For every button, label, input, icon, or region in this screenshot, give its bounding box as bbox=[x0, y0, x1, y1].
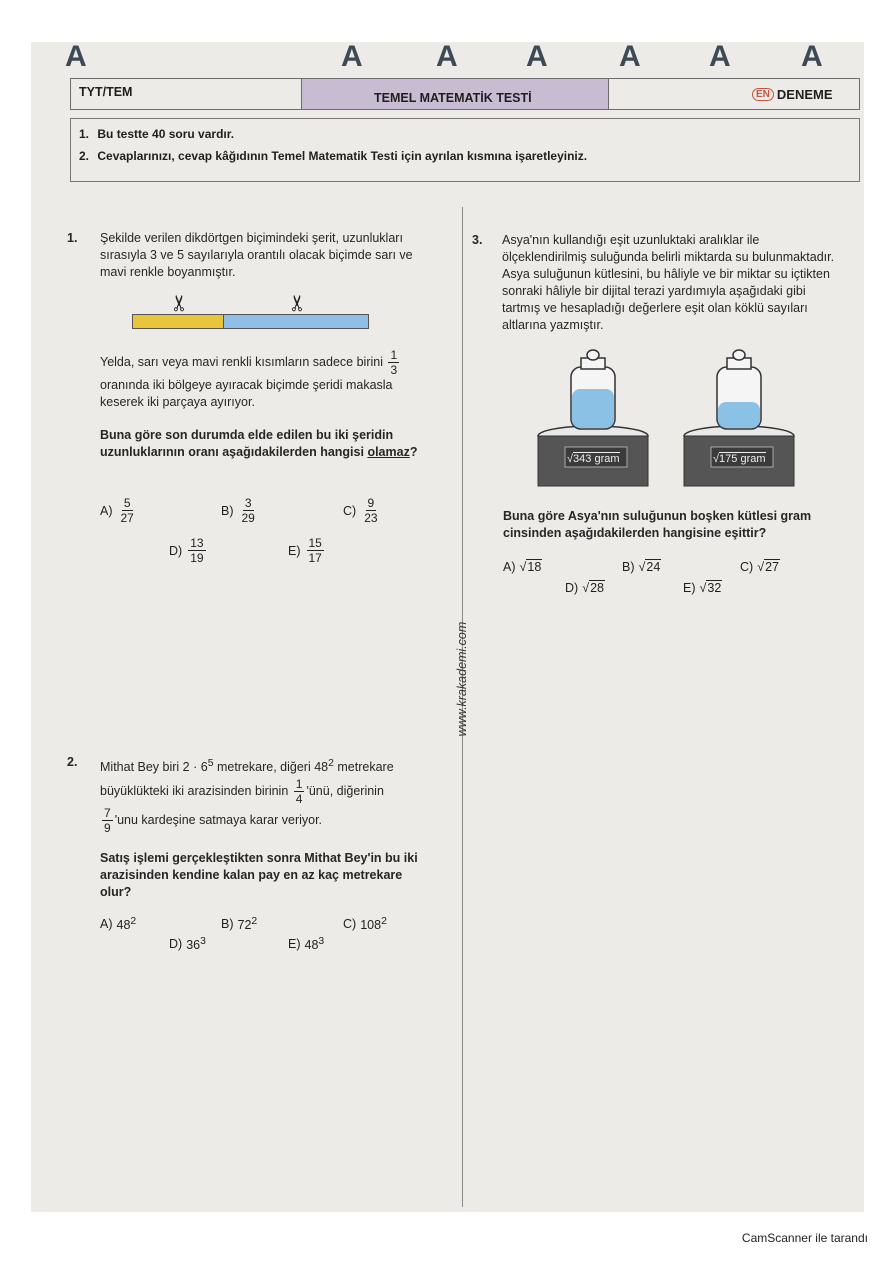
answer-option-b[interactable] bbox=[221, 916, 257, 932]
option-fraction bbox=[307, 536, 324, 565]
option-label: A) bbox=[503, 560, 516, 574]
sqrt-icon: √ bbox=[713, 452, 720, 465]
option-label: E) bbox=[683, 581, 696, 595]
instruction-number: 2. bbox=[79, 149, 90, 163]
option-label: C) bbox=[343, 917, 357, 932]
denominator: 23 bbox=[364, 511, 378, 525]
scale-right bbox=[684, 350, 794, 486]
fraction-one-third bbox=[388, 348, 399, 377]
option-label: A) bbox=[100, 503, 113, 518]
option-fraction bbox=[119, 496, 136, 525]
answer-option-b[interactable] bbox=[221, 496, 259, 525]
exponent: 3 bbox=[318, 936, 325, 947]
text-part: 'unu kardeşine satmaya karar veriyor. bbox=[114, 812, 323, 827]
instruction-item bbox=[79, 149, 587, 163]
option-label: B) bbox=[622, 560, 635, 574]
scale-reading: 175 gram bbox=[719, 453, 766, 465]
sqrt-icon: √ bbox=[638, 560, 646, 574]
text-part: Mithat Bey biri 2 · 6 bbox=[100, 760, 208, 775]
brand-logo bbox=[752, 87, 833, 102]
instruction-number: 1. bbox=[79, 127, 90, 141]
answer-option-c[interactable] bbox=[740, 560, 780, 574]
option-label: D) bbox=[565, 581, 579, 595]
option-label: D) bbox=[169, 937, 183, 952]
option-label: D) bbox=[169, 543, 183, 558]
option-fraction bbox=[240, 496, 257, 525]
option-base: 48 bbox=[304, 938, 319, 953]
denominator: 19 bbox=[190, 551, 204, 565]
scale-left-display bbox=[567, 452, 620, 465]
option-label: A) bbox=[100, 917, 113, 932]
scale-right-display bbox=[713, 452, 766, 465]
answer-option-d[interactable] bbox=[565, 581, 605, 595]
option-label: B) bbox=[221, 917, 234, 932]
question-number: 1. bbox=[67, 231, 78, 245]
header-left-cell bbox=[70, 78, 302, 110]
instructions-box bbox=[70, 118, 860, 182]
text-part: 'ünü, diğerinin bbox=[306, 783, 384, 798]
scissors-icon: ✂ bbox=[285, 293, 311, 313]
sqrt-icon: √ bbox=[582, 581, 590, 595]
answer-option-a[interactable] bbox=[100, 916, 136, 932]
scales-illustration bbox=[531, 344, 821, 494]
denominator: 29 bbox=[241, 511, 255, 525]
form-letter-a: A bbox=[436, 42, 458, 73]
instruction-text: Cevaplarınızı, cevap kâğıdının Temel Matematik Testi için ayrılan kısmına işaretleyiniz. bbox=[97, 149, 588, 163]
exponent: 3 bbox=[200, 936, 206, 947]
question-number: 2. bbox=[67, 755, 78, 769]
answer-option-a[interactable] bbox=[503, 560, 542, 574]
question-2 bbox=[67, 754, 457, 835]
answer-option-e[interactable] bbox=[288, 936, 324, 952]
question-3 bbox=[472, 232, 852, 334]
numerator: 3 bbox=[244, 496, 252, 510]
scissors-icon: ✂ bbox=[167, 293, 193, 313]
option-base: 72 bbox=[237, 918, 252, 933]
scale-left bbox=[538, 350, 648, 486]
exam-page bbox=[31, 42, 864, 1212]
question-text bbox=[100, 754, 435, 835]
exponent: 2 bbox=[381, 916, 387, 927]
denominator: 17 bbox=[308, 551, 322, 565]
radicand: 32 bbox=[707, 581, 722, 595]
question-prompt-emphasis: olamaz bbox=[367, 445, 410, 459]
question-text: Yelda, sarı veya mavi renkli kısımların sadece birini bbox=[100, 354, 383, 369]
question-1-prompt bbox=[100, 427, 430, 461]
watermark-url: www.krakademi.com bbox=[455, 621, 469, 737]
brand-word: DENEME bbox=[776, 87, 833, 102]
denominator: 9 bbox=[104, 821, 111, 836]
fraction-one-quarter bbox=[294, 777, 305, 806]
instruction-item bbox=[79, 127, 234, 141]
question-1 bbox=[67, 230, 457, 281]
option-base: 48 bbox=[116, 918, 131, 933]
sqrt-icon: √ bbox=[519, 560, 527, 574]
answer-option-e[interactable] bbox=[683, 581, 722, 595]
option-label: E) bbox=[288, 937, 301, 952]
numerator: 1 bbox=[295, 777, 303, 792]
answer-option-d[interactable] bbox=[169, 936, 206, 952]
instruction-text: Bu testte 40 soru vardır. bbox=[97, 127, 235, 141]
numerator: 13 bbox=[190, 536, 204, 550]
option-root bbox=[757, 560, 780, 574]
exponent: 2 bbox=[251, 916, 258, 927]
text-part: büyüklükteki iki arazisinden birinin bbox=[100, 783, 289, 798]
strip-blue-part bbox=[224, 314, 369, 329]
answer-option-c[interactable] bbox=[343, 916, 387, 932]
question-3-prompt: Buna göre Asya'nın suluğunun boşken kütlesi gram cinsinden aşağıdakilerden hangisine eşittir? bbox=[503, 509, 812, 540]
answer-option-a[interactable] bbox=[100, 496, 138, 525]
brand-badge: EN bbox=[752, 88, 774, 101]
option-label: E) bbox=[288, 543, 301, 558]
header-brand-cell bbox=[608, 78, 860, 110]
option-root bbox=[520, 560, 543, 574]
header-title-cell bbox=[301, 78, 609, 110]
question-intro: Şekilde verilen dikdörtgen biçimindeki şerit, uzunlukları sırasıyla 3 ve 5 sayılarıyla orantılı olacak biçimde sarı ve mavi renkle boyanmıştır. bbox=[100, 231, 413, 279]
form-letter-a: A bbox=[619, 42, 641, 73]
question-2-prompt: Satış işlemi gerçekleştikten sonra Mithat Bey'in bu iki arazisinden kendine kalan pay en az kaç metrekare olur? bbox=[100, 851, 418, 899]
form-letter-a: A bbox=[801, 42, 823, 73]
fraction-seven-ninths bbox=[102, 806, 113, 835]
question-text: Asya'nın kullandığı eşit uzunluktaki aralıklar ile ölçeklendirilmiş suluğunda belirli miktarda su bulunmaktadır. Asya suluğunun kütlesini, bu hâliyle ve bir miktar su içtikten sonraki hâliyle bir dijital terazi yardımıyla aşağıdaki gibi tartmış ve hesapladığı değerlere eşit olan köklü sayıları altlarına yazmıştır. bbox=[502, 233, 835, 332]
option-base: 108 bbox=[360, 918, 382, 933]
exponent: 5 bbox=[207, 758, 214, 769]
sqrt-icon: √ bbox=[567, 452, 574, 465]
form-letter-a: A bbox=[65, 42, 87, 73]
exponent: 2 bbox=[130, 916, 137, 927]
form-letter-a: A bbox=[341, 42, 363, 73]
answer-option-e[interactable] bbox=[288, 536, 326, 565]
question-prompt: Buna göre son durumda elde edilen bu iki şeridin uzunluklarının oranı aşağıdakilerden hangisi bbox=[100, 428, 394, 459]
numerator: 15 bbox=[308, 536, 322, 550]
denominator: 27 bbox=[120, 511, 134, 525]
option-label: C) bbox=[740, 560, 754, 574]
numerator: 9 bbox=[367, 496, 375, 510]
option-root bbox=[639, 560, 662, 574]
radicand: 24 bbox=[646, 560, 661, 574]
option-base: 36 bbox=[186, 938, 201, 953]
question-1-body bbox=[100, 348, 430, 411]
sqrt-icon: √ bbox=[699, 581, 707, 595]
question-number: 3. bbox=[472, 233, 483, 247]
option-fraction bbox=[362, 496, 379, 525]
option-label: B) bbox=[221, 503, 234, 518]
radicand: 18 bbox=[527, 560, 542, 574]
sqrt-icon: √ bbox=[757, 560, 765, 574]
text-part: metrekare, diğeri 48 bbox=[213, 760, 329, 775]
denominator: 3 bbox=[390, 363, 398, 377]
scale-reading: 343 gram bbox=[573, 453, 620, 465]
option-label: C) bbox=[343, 503, 357, 518]
answer-option-d[interactable] bbox=[169, 536, 208, 565]
form-letter-a: A bbox=[526, 42, 548, 73]
radicand: 28 bbox=[590, 581, 604, 595]
denominator: 4 bbox=[295, 792, 303, 807]
option-root bbox=[582, 581, 605, 595]
exponent: 2 bbox=[328, 758, 334, 769]
numerator: 7 bbox=[104, 806, 111, 821]
exam-type-label: TYT/TEM bbox=[79, 85, 133, 99]
strip-yellow-part bbox=[132, 314, 224, 329]
answer-option-c[interactable] bbox=[343, 496, 382, 525]
radicand: 27 bbox=[765, 560, 779, 574]
option-root bbox=[700, 581, 723, 595]
form-letter-a: A bbox=[709, 42, 731, 73]
question-mark: ? bbox=[409, 445, 418, 459]
text-part: metrekare bbox=[333, 760, 394, 775]
numerator: 5 bbox=[123, 496, 131, 510]
numerator: 1 bbox=[390, 348, 398, 362]
question-text: oranında iki bölgeye ayıracak biçimde şeridi makasla keserek iki parçaya ayırıyor. bbox=[100, 378, 393, 409]
option-fraction bbox=[188, 536, 205, 565]
scanner-footer: CamScanner ile tarandı bbox=[741, 1231, 868, 1245]
answer-option-b[interactable] bbox=[622, 560, 661, 574]
test-title: TEMEL MATEMATİK TESTİ bbox=[374, 91, 532, 105]
